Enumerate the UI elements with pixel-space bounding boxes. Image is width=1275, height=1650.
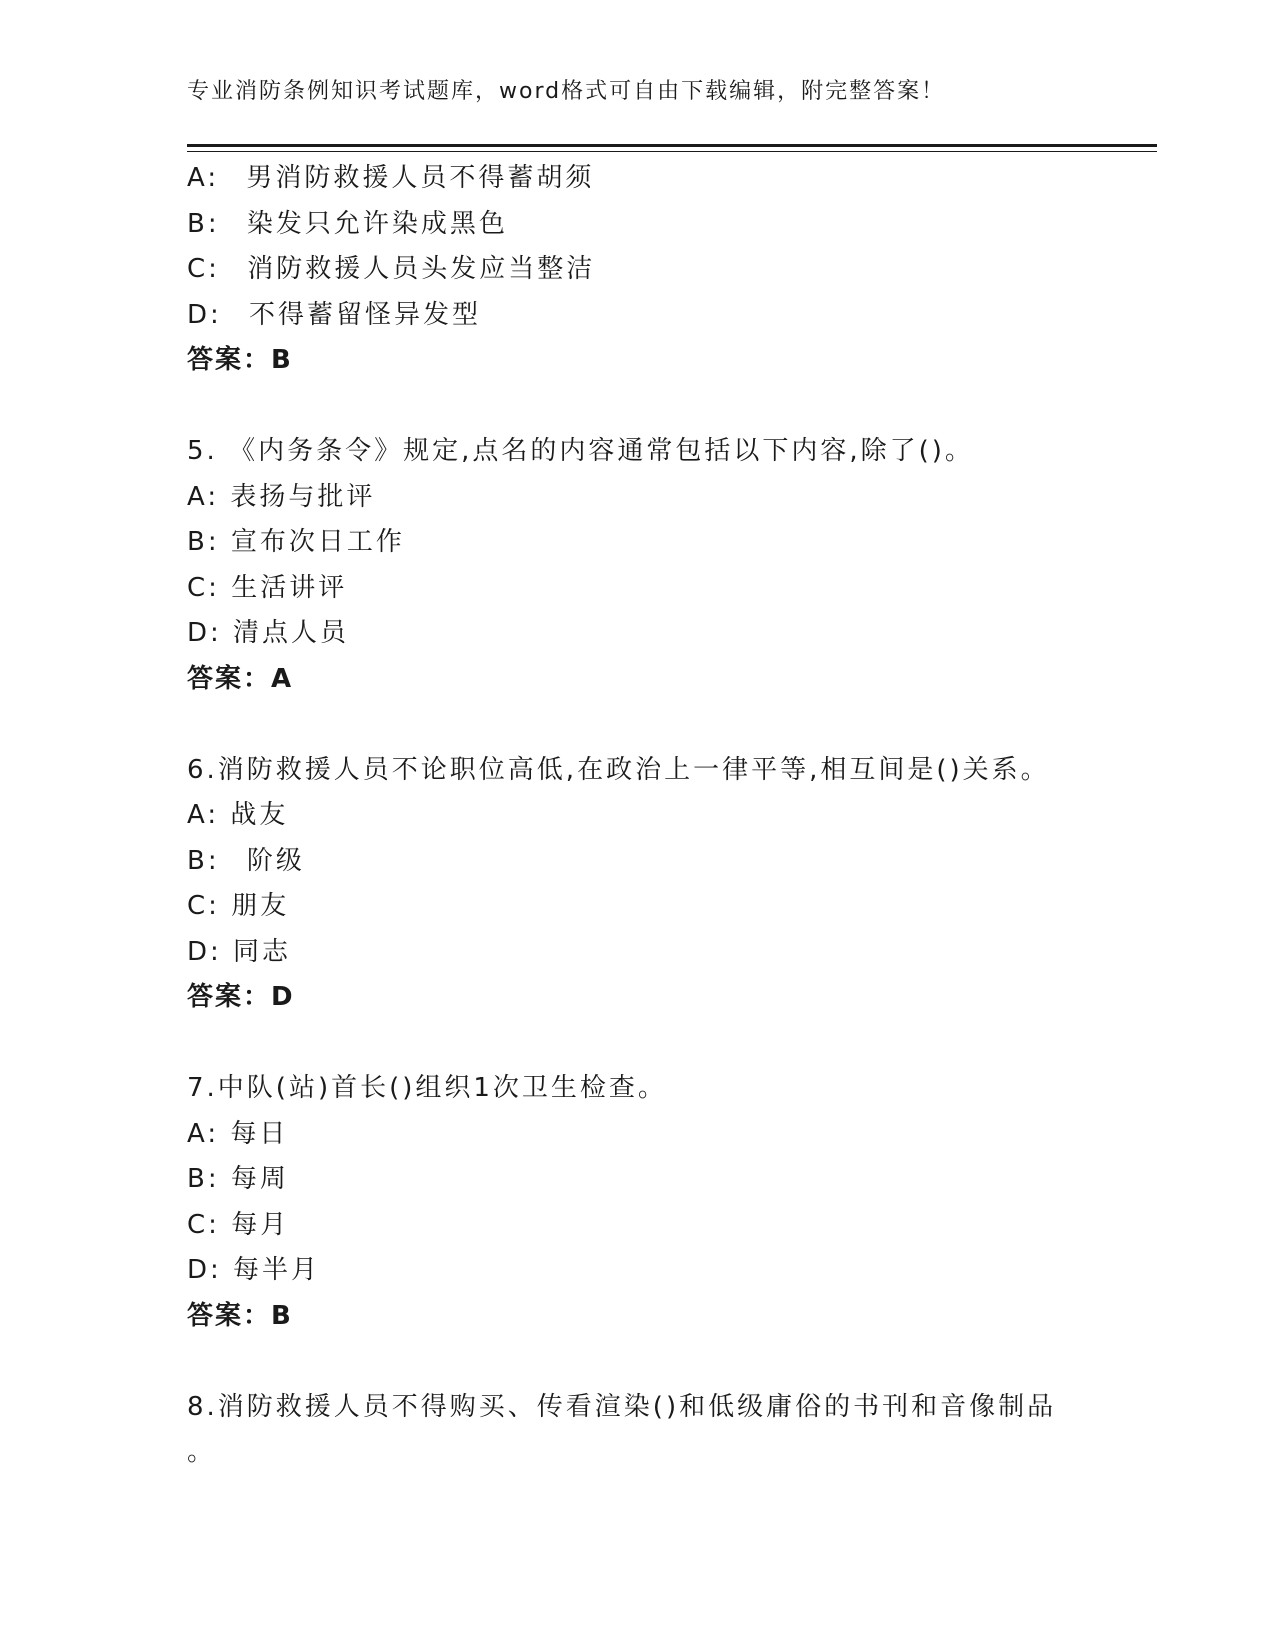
spacer xyxy=(187,702,1157,748)
q7-option-c xyxy=(187,1203,1157,1249)
option-text: 每月 xyxy=(231,1209,290,1240)
q6-answer: 答案：D xyxy=(187,982,295,1012)
question-list xyxy=(187,156,1157,1476)
option-text: 每半月 xyxy=(233,1255,321,1285)
q6-option-b xyxy=(187,839,1157,885)
q7-answer: 答案：B xyxy=(187,1300,293,1331)
option-text: 生活讲评 xyxy=(231,572,348,603)
option-text: 表扬与批评 xyxy=(230,481,376,512)
q6-option-a xyxy=(187,793,1157,839)
option-text: 不得蓄留怪异发型 xyxy=(249,299,482,330)
option-letter: D: xyxy=(187,299,222,330)
option-text: 每周 xyxy=(230,1164,289,1194)
option-letter: A: xyxy=(187,1118,220,1149)
option-letter: C: xyxy=(187,1209,220,1240)
option-letter: B: xyxy=(187,527,220,557)
header-rule-thick xyxy=(187,144,1157,147)
option-letter: D: xyxy=(187,618,222,648)
q7-option-b xyxy=(187,1157,1157,1203)
q7-option-a xyxy=(187,1112,1157,1158)
option-letter: B: xyxy=(187,1164,220,1194)
q6-option-c xyxy=(187,884,1157,930)
q5-answer: 答案：A xyxy=(187,663,294,694)
option-text: 同志 xyxy=(233,936,292,967)
option-text: 染发只允许染成黑色 xyxy=(246,208,508,239)
q5-option-a xyxy=(187,475,1157,521)
q4-answer: 答案：B xyxy=(187,345,293,375)
q5-option-c xyxy=(187,566,1157,612)
option-text: 朋友 xyxy=(231,891,290,921)
option-text: 清点人员 xyxy=(233,618,350,648)
option-text: 阶级 xyxy=(246,845,305,876)
q4-option-d xyxy=(187,293,1157,339)
option-letter: B: xyxy=(187,845,220,876)
option-text: 宣布次日工作 xyxy=(230,527,405,557)
option-letter: C: xyxy=(187,572,220,603)
option-letter: A: xyxy=(187,481,220,512)
header-rule-thin xyxy=(187,151,1157,152)
q6-option-d xyxy=(187,930,1157,976)
q4-option-b xyxy=(187,202,1157,248)
page-header: 专业消防条例知识考试题库，word格式可自由下载编辑，附完整答案！ xyxy=(187,79,946,104)
q5-question: 5. 《内务条令》规定,点名的内容通常包括以下内容,除了()。 xyxy=(187,436,974,466)
option-letter: D: xyxy=(187,1255,222,1285)
q8-question: 8.消防救援人员不得购买、传看渲染()和低级庸俗的书刊和音像制品 xyxy=(187,1391,1057,1422)
spacer xyxy=(187,1021,1157,1067)
option-letter: B: xyxy=(187,208,220,239)
spacer xyxy=(187,384,1157,430)
q7-option-d xyxy=(187,1248,1157,1294)
option-letter: C: xyxy=(187,254,220,284)
option-letter: A: xyxy=(187,163,220,193)
option-letter: D: xyxy=(187,936,222,967)
q4-option-c xyxy=(187,247,1157,293)
option-text: 战友 xyxy=(230,800,289,830)
q8-question-continuation: 。 xyxy=(187,1437,217,1467)
spacer xyxy=(187,1339,1157,1385)
option-text: 男消防救援人员不得蓄胡须 xyxy=(246,163,595,193)
option-text: 消防救援人员头发应当整洁 xyxy=(247,254,596,284)
q5-option-d xyxy=(187,611,1157,657)
q7-question: 7.中队(站)首长()组织1次卫生检查。 xyxy=(187,1073,667,1103)
q5-option-b xyxy=(187,520,1157,566)
q6-question: 6.消防救援人员不论职位高低,在政治上一律平等,相互间是()关系。 xyxy=(187,754,1050,785)
q4-option-a xyxy=(187,156,1157,202)
option-text: 每日 xyxy=(230,1118,289,1149)
option-letter: C: xyxy=(187,891,220,921)
option-letter: A: xyxy=(187,800,220,830)
